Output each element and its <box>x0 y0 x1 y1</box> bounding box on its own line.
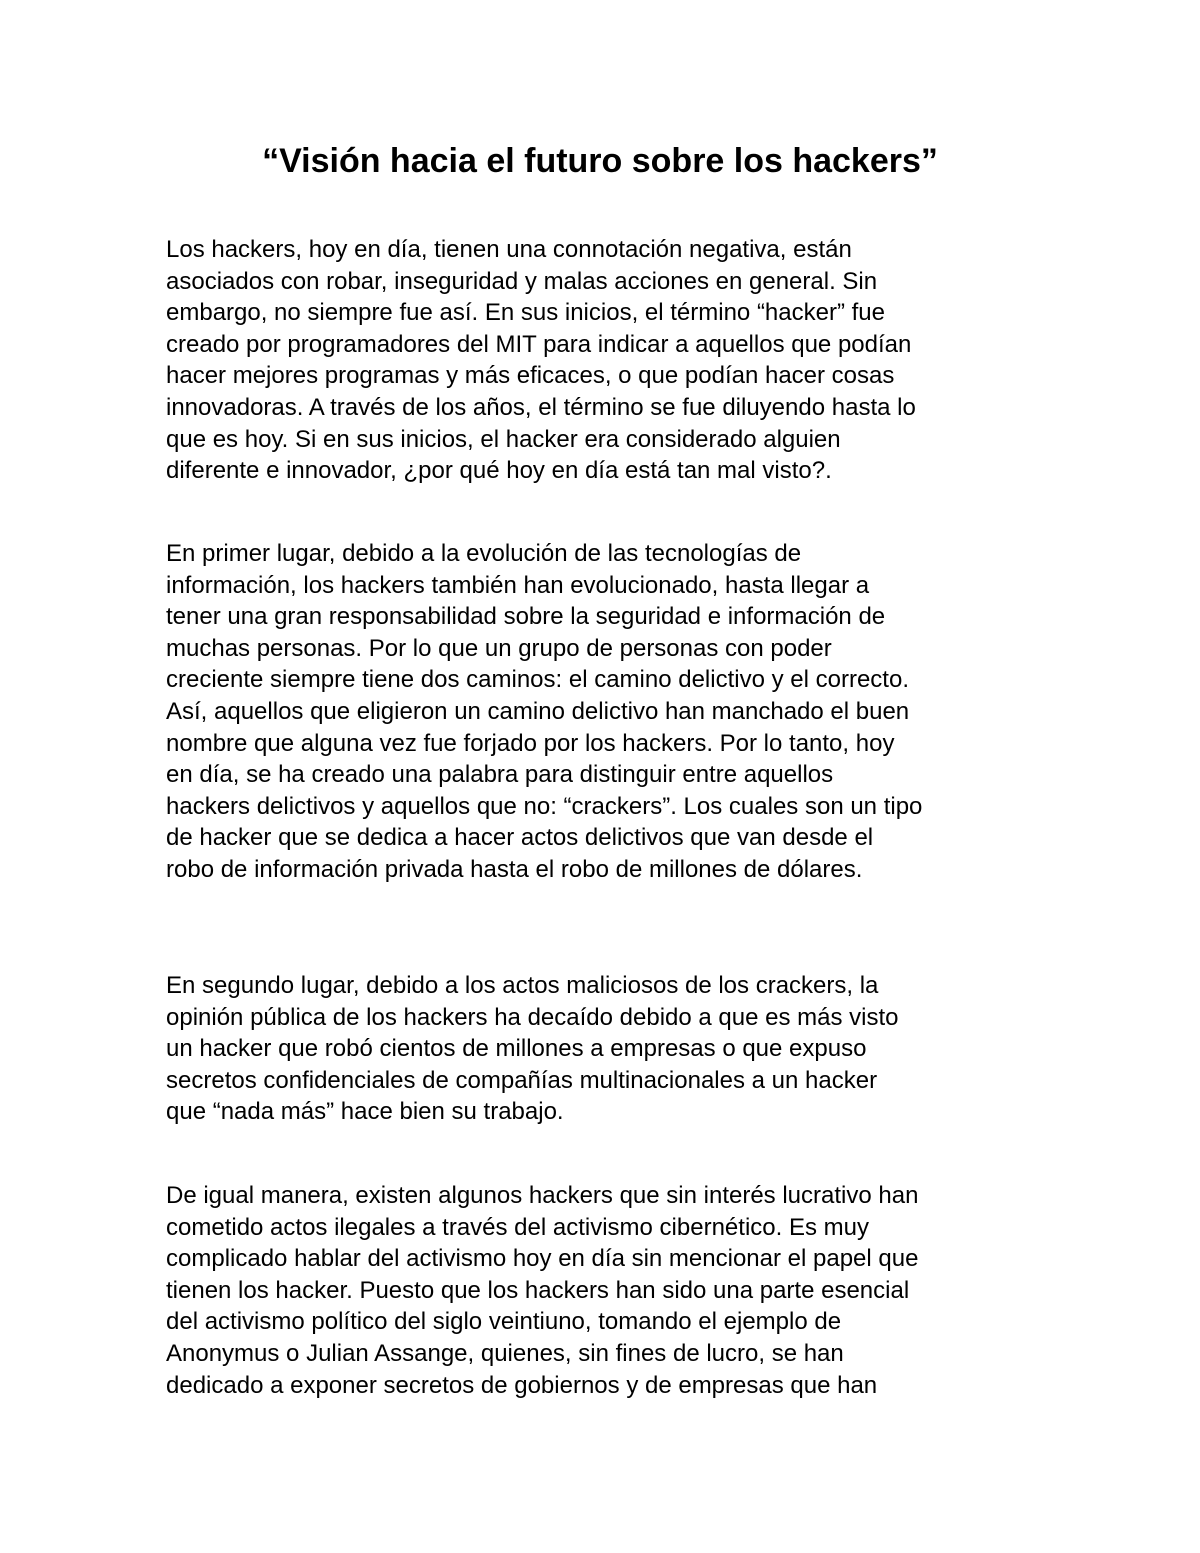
paragraph-line: un hacker que robó cientos de millones a empresas o que expuso <box>166 1035 867 1063</box>
paragraph-line: asociados con robar, inseguridad y malas acciones en general. Sin <box>166 267 878 295</box>
paragraph-line: embargo, no siempre fue así. En sus inicios, el término “hacker” fue <box>166 299 885 327</box>
paragraph-line: que “nada más” hace bien su trabajo. <box>166 1098 564 1126</box>
paragraph-line: de hacker que se dedica a hacer actos delictivos que van desde el <box>166 824 874 852</box>
paragraph-line: hackers delictivos y aquellos que no: “crackers”. Los cuales son un tipo <box>166 792 923 820</box>
paragraph-line: muchas personas. Por lo que un grupo de personas con poder <box>166 634 832 662</box>
paragraph-line: que es hoy. Si en sus inicios, el hacker era considerado alguien <box>166 425 841 453</box>
paragraph-line: cometido actos ilegales a través del activismo cibernético. Es muy <box>166 1213 869 1241</box>
paragraph-line: nombre que alguna vez fue forjado por los hackers. Por lo tanto, hoy <box>166 729 895 757</box>
paragraph-line: del activismo político del siglo veintiuno, tomando el ejemplo de <box>166 1308 842 1336</box>
paragraph-line: robo de información privada hasta el robo de millones de dólares. <box>166 855 863 883</box>
document-title: “Visión hacia el futuro sobre los hackers” <box>262 142 938 180</box>
paragraph-line: tener una gran responsabilidad sobre la seguridad e información de <box>166 603 886 631</box>
paragraph-third-point <box>166 1180 1046 1401</box>
paragraph-introduction <box>166 234 1046 487</box>
paragraph-line: Los hackers, hoy en día, tienen una connotación negativa, están <box>166 236 852 263</box>
paragraph-line: De igual manera, existen algunos hackers que sin interés lucrativo han <box>166 1182 919 1209</box>
paragraph-line: dedicado a exponer secretos de gobiernos y de empresas que han <box>166 1371 878 1399</box>
paragraph-line: En primer lugar, debido a la evolución de las tecnologías de <box>166 540 802 567</box>
paragraph-line: En segundo lugar, debido a los actos maliciosos de los crackers, la <box>166 972 879 999</box>
paragraph-line: complicado hablar del activismo hoy en día sin mencionar el papel que <box>166 1245 919 1273</box>
paragraph-line: creado por programadores del MIT para indicar a aquellos que podían <box>166 330 912 358</box>
paragraph-line: innovadoras. A través de los años, el término se fue diluyendo hasta lo <box>166 393 916 421</box>
paragraph-line: diferente e innovador, ¿por qué hoy en día está tan mal visto?. <box>166 457 832 485</box>
paragraph-line: opinión pública de los hackers ha decaído debido a que es más visto <box>166 1003 899 1031</box>
paragraph-line: Anonymus o Julian Assange, quienes, sin fines de lucro, se han <box>166 1339 844 1367</box>
paragraph-line: creciente siempre tiene dos caminos: el camino delictivo y el correcto. <box>166 666 909 694</box>
paragraph-line: tienen los hacker. Puesto que los hackers han sido una parte esencial <box>166 1276 910 1304</box>
paragraph-second-point <box>166 970 1046 1128</box>
paragraph-line: en día, se ha creado una palabra para distinguir entre aquellos <box>166 761 834 789</box>
paragraph-line: hacer mejores programas y más eficaces, o que podían hacer cosas <box>166 362 895 390</box>
paragraph-line: Así, aquellos que eligieron un camino delictivo han manchado el buen <box>166 697 910 725</box>
paragraph-first-point <box>166 538 1046 886</box>
paragraph-line: información, los hackers también han evolucionado, hasta llegar a <box>166 571 870 599</box>
paragraph-line: secretos confidenciales de compañías multinacionales a un hacker <box>166 1066 878 1094</box>
